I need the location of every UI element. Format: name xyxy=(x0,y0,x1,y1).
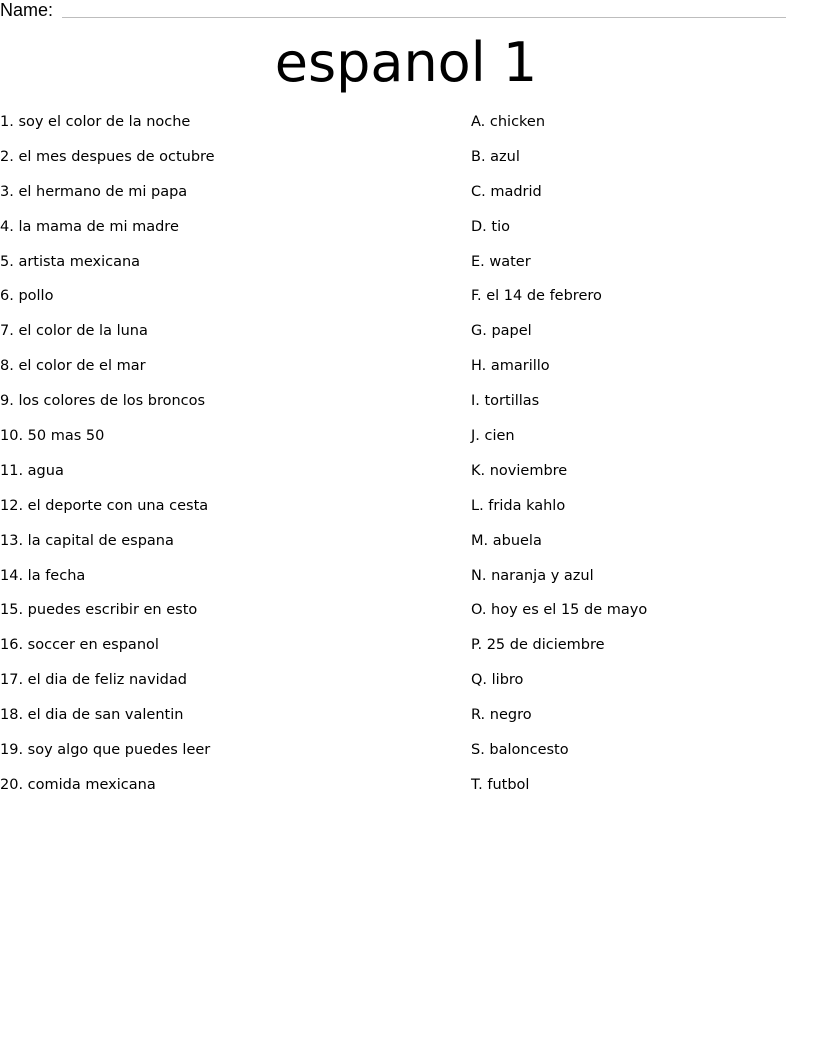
clue-item: 13. la capital de espana xyxy=(0,532,174,549)
clue-item: 12. el deporte con una cesta xyxy=(0,497,209,514)
clue-item: 3. el hermano de mi papa xyxy=(0,183,188,200)
clue-item: 15. puedes escribir en esto xyxy=(0,602,198,619)
answer-item: C. madrid xyxy=(471,183,542,200)
answer-item: A. chicken xyxy=(471,114,546,130)
clue-item: 20. comida mexicana xyxy=(0,776,156,793)
answer-list xyxy=(471,111,801,809)
clue-item: 18. el dia de san valentin xyxy=(0,707,184,724)
name-underline xyxy=(62,17,786,18)
answer-item: M. abuela xyxy=(471,532,542,549)
clue-item: 1. soy el color de la noche xyxy=(0,114,191,130)
clue-item: 16. soccer en espanol xyxy=(0,637,159,654)
clue-item: 10. 50 mas 50 xyxy=(0,428,105,445)
answer-item: J. cien xyxy=(471,428,515,445)
clue-list xyxy=(0,111,460,809)
answer-item: O. hoy es el 15 de mayo xyxy=(471,602,648,619)
answer-item: G. papel xyxy=(471,323,532,340)
clue-item: 6. pollo xyxy=(0,288,54,305)
clue-item: 17. el dia de feliz navidad xyxy=(0,672,187,689)
answer-item: N. naranja y azul xyxy=(471,567,594,584)
clue-item: 11. agua xyxy=(0,462,64,479)
answer-item: T. futbol xyxy=(471,776,530,793)
clue-item: 5. artista mexicana xyxy=(0,253,141,270)
name-label: Name: xyxy=(0,0,54,20)
clue-item: 19. soy algo que puedes leer xyxy=(0,742,211,759)
answer-item: Q. libro xyxy=(471,672,524,689)
answer-item: E. water xyxy=(471,253,531,270)
answer-item: S. baloncesto xyxy=(471,742,569,759)
clue-item: 2. el mes despues de octubre xyxy=(0,148,215,165)
answer-item: R. negro xyxy=(471,707,532,724)
answer-item: I. tortillas xyxy=(471,393,540,410)
clue-item: 4. la mama de mi madre xyxy=(0,218,179,235)
clue-item: 9. los colores de los broncos xyxy=(0,393,206,410)
clue-item: 7. el color de la luna xyxy=(0,323,148,340)
answer-item: P. 25 de diciembre xyxy=(471,637,605,654)
clue-item: 8. el color de el mar xyxy=(0,358,146,375)
worksheet-title: espanol 1 xyxy=(274,31,538,94)
answer-item: K. noviembre xyxy=(471,462,568,479)
answer-item: H. amarillo xyxy=(471,358,550,375)
answer-item: B. azul xyxy=(471,148,520,165)
clue-item: 14. la fecha xyxy=(0,567,86,584)
name-field xyxy=(0,0,790,22)
answer-item: F. el 14 de febrero xyxy=(471,288,602,305)
answer-item: D. tio xyxy=(471,218,510,235)
answer-item: L. frida kahlo xyxy=(471,497,566,514)
